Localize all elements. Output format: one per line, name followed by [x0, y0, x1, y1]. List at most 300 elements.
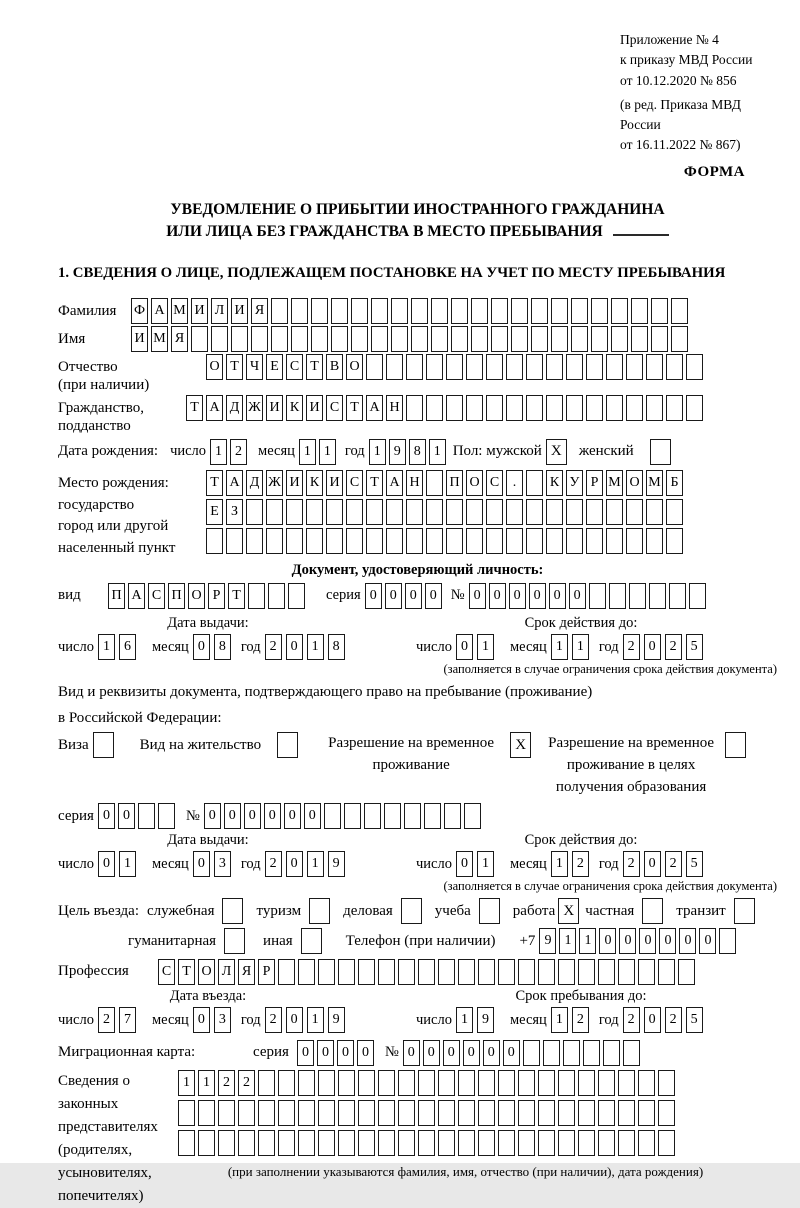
char-cell[interactable] — [686, 354, 703, 380]
char-cell[interactable] — [206, 528, 223, 554]
char-cell[interactable] — [578, 1100, 595, 1126]
char-cell[interactable]: 0 — [469, 583, 486, 609]
char-cell[interactable] — [486, 354, 503, 380]
char-cell[interactable] — [478, 1100, 495, 1126]
char-cell[interactable]: 1 — [299, 439, 316, 465]
char-cell[interactable] — [586, 528, 603, 554]
char-cell[interactable]: 2 — [265, 851, 282, 877]
char-cell[interactable]: О — [346, 354, 363, 380]
char-cell[interactable] — [611, 326, 628, 352]
char-cell[interactable]: 0 — [644, 851, 661, 877]
char-cell[interactable]: Я — [251, 298, 268, 324]
char-cell[interactable] — [638, 1070, 655, 1096]
char-cell[interactable] — [458, 1070, 475, 1096]
char-cell[interactable] — [458, 959, 475, 985]
char-cell[interactable] — [498, 1130, 515, 1156]
char-cell[interactable] — [551, 298, 568, 324]
char-cell[interactable] — [431, 326, 448, 352]
char-cell[interactable]: Р — [258, 959, 275, 985]
char-cell[interactable] — [218, 1130, 235, 1156]
char-cell[interactable] — [418, 1070, 435, 1096]
char-cell[interactable] — [578, 1070, 595, 1096]
char-cell[interactable] — [391, 298, 408, 324]
char-cell[interactable]: 1 — [551, 851, 568, 877]
char-cell[interactable] — [626, 395, 643, 421]
char-cell[interactable] — [358, 1130, 375, 1156]
char-cell[interactable]: П — [446, 470, 463, 496]
char-cell[interactable] — [526, 470, 543, 496]
char-cell[interactable]: 3 — [214, 1007, 231, 1033]
char-cell[interactable] — [411, 298, 428, 324]
char-cell[interactable] — [606, 528, 623, 554]
char-cell[interactable]: П — [108, 583, 125, 609]
char-cell[interactable] — [371, 298, 388, 324]
char-cell[interactable] — [651, 326, 668, 352]
char-cell[interactable]: 2 — [572, 851, 589, 877]
char-cell[interactable] — [591, 298, 608, 324]
char-cell[interactable] — [346, 499, 363, 525]
char-cell[interactable]: 1 — [319, 439, 336, 465]
char-cell[interactable]: 1 — [477, 851, 494, 877]
char-cell[interactable]: 0 — [244, 803, 261, 829]
char-cell[interactable] — [471, 326, 488, 352]
char-cell[interactable]: Т — [206, 470, 223, 496]
char-cell[interactable] — [466, 499, 483, 525]
char-cell[interactable]: К — [306, 470, 323, 496]
char-cell[interactable]: 0 — [456, 851, 473, 877]
char-cell[interactable]: 0 — [659, 928, 676, 954]
char-cell[interactable] — [611, 298, 628, 324]
char-cell[interactable]: П — [168, 583, 185, 609]
char-cell[interactable] — [366, 528, 383, 554]
char-cell[interactable]: А — [151, 298, 168, 324]
char-cell[interactable] — [506, 395, 523, 421]
char-cell[interactable]: 0 — [98, 803, 115, 829]
char-cell[interactable]: Р — [586, 470, 603, 496]
char-cell[interactable] — [398, 1100, 415, 1126]
char-cell[interactable] — [686, 395, 703, 421]
char-cell[interactable] — [451, 326, 468, 352]
char-cell[interactable]: 0 — [599, 928, 616, 954]
char-cell[interactable] — [318, 959, 335, 985]
char-cell[interactable]: 1 — [551, 1007, 568, 1033]
char-cell[interactable] — [491, 298, 508, 324]
char-cell[interactable]: М — [646, 470, 663, 496]
char-cell[interactable] — [458, 1130, 475, 1156]
char-cell[interactable]: 9 — [328, 851, 345, 877]
char-cell[interactable] — [618, 1100, 635, 1126]
char-cell[interactable]: А — [206, 395, 223, 421]
char-cell[interactable] — [571, 326, 588, 352]
char-cell[interactable] — [586, 395, 603, 421]
char-cell[interactable] — [491, 326, 508, 352]
char-cell[interactable] — [606, 354, 623, 380]
char-cell[interactable]: 0 — [224, 803, 241, 829]
char-cell[interactable]: А — [226, 470, 243, 496]
char-cell[interactable]: Е — [266, 354, 283, 380]
char-cell[interactable]: О — [188, 583, 205, 609]
char-cell[interactable] — [331, 326, 348, 352]
char-cell[interactable] — [658, 1100, 675, 1126]
char-cell[interactable] — [609, 583, 626, 609]
char-cell[interactable] — [511, 326, 528, 352]
char-cell[interactable] — [666, 354, 683, 380]
char-cell[interactable] — [558, 959, 575, 985]
char-cell[interactable] — [606, 499, 623, 525]
char-cell[interactable] — [231, 326, 248, 352]
char-cell[interactable] — [466, 528, 483, 554]
char-cell[interactable] — [526, 499, 543, 525]
char-cell[interactable] — [198, 1100, 215, 1126]
char-cell[interactable] — [246, 528, 263, 554]
char-cell[interactable] — [371, 326, 388, 352]
char-cell[interactable] — [598, 959, 615, 985]
char-cell[interactable] — [598, 1070, 615, 1096]
char-cell[interactable]: Б — [666, 470, 683, 496]
char-cell[interactable]: 1 — [178, 1070, 195, 1096]
char-cell[interactable] — [666, 528, 683, 554]
char-cell[interactable]: Н — [386, 395, 403, 421]
char-cell[interactable] — [623, 1040, 640, 1066]
char-cell[interactable] — [211, 326, 228, 352]
char-cell[interactable] — [618, 1130, 635, 1156]
char-cell[interactable]: 0 — [569, 583, 586, 609]
char-cell[interactable]: 1 — [429, 439, 446, 465]
char-cell[interactable]: О — [206, 354, 223, 380]
char-cell[interactable] — [506, 499, 523, 525]
char-cell[interactable]: 1 — [559, 928, 576, 954]
char-cell[interactable] — [444, 803, 461, 829]
char-cell[interactable] — [291, 298, 308, 324]
char-cell[interactable] — [384, 803, 401, 829]
char-cell[interactable] — [446, 499, 463, 525]
char-cell[interactable]: 0 — [509, 583, 526, 609]
char-cell[interactable] — [546, 354, 563, 380]
char-cell[interactable] — [498, 959, 515, 985]
char-cell[interactable]: И — [191, 298, 208, 324]
char-cell[interactable] — [546, 528, 563, 554]
char-cell[interactable]: М — [151, 326, 168, 352]
char-cell[interactable] — [266, 499, 283, 525]
char-cell[interactable]: К — [546, 470, 563, 496]
char-cell[interactable] — [298, 959, 315, 985]
char-cell[interactable]: 0 — [365, 583, 382, 609]
char-cell[interactable] — [678, 959, 695, 985]
char-cell[interactable]: 1 — [551, 634, 568, 660]
char-cell[interactable] — [386, 528, 403, 554]
char-cell[interactable] — [258, 1130, 275, 1156]
char-cell[interactable] — [586, 499, 603, 525]
char-cell[interactable] — [518, 1100, 535, 1126]
char-cell[interactable]: Ж — [246, 395, 263, 421]
char-cell[interactable] — [306, 528, 323, 554]
char-cell[interactable] — [338, 1070, 355, 1096]
purpose-humanitarian-checkbox[interactable] — [224, 928, 245, 954]
char-cell[interactable] — [666, 499, 683, 525]
char-cell[interactable] — [178, 1130, 195, 1156]
char-cell[interactable]: 0 — [456, 634, 473, 660]
char-cell[interactable]: С — [346, 470, 363, 496]
char-cell[interactable] — [498, 1100, 515, 1126]
char-cell[interactable]: 0 — [644, 1007, 661, 1033]
char-cell[interactable] — [464, 803, 481, 829]
char-cell[interactable]: 7 — [119, 1007, 136, 1033]
char-cell[interactable]: Н — [406, 470, 423, 496]
char-cell[interactable]: Т — [346, 395, 363, 421]
char-cell[interactable]: Л — [211, 298, 228, 324]
char-cell[interactable] — [646, 354, 663, 380]
char-cell[interactable] — [538, 1070, 555, 1096]
char-cell[interactable] — [626, 528, 643, 554]
char-cell[interactable]: 6 — [119, 634, 136, 660]
char-cell[interactable]: 5 — [686, 1007, 703, 1033]
char-cell[interactable] — [251, 326, 268, 352]
char-cell[interactable] — [511, 298, 528, 324]
char-cell[interactable] — [626, 499, 643, 525]
char-cell[interactable] — [358, 959, 375, 985]
char-cell[interactable] — [386, 499, 403, 525]
char-cell[interactable] — [318, 1130, 335, 1156]
char-cell[interactable]: Т — [228, 583, 245, 609]
char-cell[interactable] — [346, 528, 363, 554]
char-cell[interactable] — [438, 959, 455, 985]
char-cell[interactable]: Д — [246, 470, 263, 496]
char-cell[interactable]: Е — [206, 499, 223, 525]
char-cell[interactable] — [266, 528, 283, 554]
temp-permit-checkbox[interactable]: X — [510, 732, 531, 758]
char-cell[interactable]: 0 — [193, 634, 210, 660]
char-cell[interactable]: И — [131, 326, 148, 352]
char-cell[interactable] — [506, 528, 523, 554]
char-cell[interactable] — [589, 583, 606, 609]
char-cell[interactable] — [546, 499, 563, 525]
char-cell[interactable]: 2 — [230, 439, 247, 465]
char-cell[interactable] — [406, 354, 423, 380]
char-cell[interactable] — [378, 959, 395, 985]
char-cell[interactable] — [478, 1070, 495, 1096]
char-cell[interactable] — [418, 1100, 435, 1126]
char-cell[interactable] — [478, 1130, 495, 1156]
purpose-private-checkbox[interactable] — [642, 898, 663, 924]
char-cell[interactable] — [466, 395, 483, 421]
char-cell[interactable] — [426, 528, 443, 554]
char-cell[interactable]: Р — [208, 583, 225, 609]
char-cell[interactable] — [366, 499, 383, 525]
char-cell[interactable] — [426, 470, 443, 496]
char-cell[interactable]: 0 — [304, 803, 321, 829]
char-cell[interactable]: 1 — [98, 634, 115, 660]
char-cell[interactable]: Т — [226, 354, 243, 380]
char-cell[interactable] — [364, 803, 381, 829]
char-cell[interactable]: 9 — [477, 1007, 494, 1033]
char-cell[interactable]: 2 — [265, 1007, 282, 1033]
char-cell[interactable] — [671, 326, 688, 352]
char-cell[interactable] — [638, 1130, 655, 1156]
char-cell[interactable]: И — [306, 395, 323, 421]
char-cell[interactable]: 0 — [403, 1040, 420, 1066]
char-cell[interactable] — [546, 395, 563, 421]
char-cell[interactable] — [378, 1130, 395, 1156]
char-cell[interactable] — [378, 1100, 395, 1126]
char-cell[interactable]: 1 — [456, 1007, 473, 1033]
char-cell[interactable] — [268, 583, 285, 609]
char-cell[interactable] — [291, 326, 308, 352]
char-cell[interactable]: Ч — [246, 354, 263, 380]
char-cell[interactable] — [311, 326, 328, 352]
char-cell[interactable]: 9 — [539, 928, 556, 954]
char-cell[interactable] — [618, 959, 635, 985]
char-cell[interactable] — [326, 499, 343, 525]
char-cell[interactable] — [531, 326, 548, 352]
char-cell[interactable] — [578, 959, 595, 985]
char-cell[interactable] — [238, 1100, 255, 1126]
char-cell[interactable]: 0 — [639, 928, 656, 954]
char-cell[interactable] — [286, 528, 303, 554]
char-cell[interactable] — [538, 959, 555, 985]
char-cell[interactable]: 2 — [665, 634, 682, 660]
char-cell[interactable]: 0 — [483, 1040, 500, 1066]
char-cell[interactable]: 0 — [204, 803, 221, 829]
char-cell[interactable] — [138, 803, 155, 829]
sex-male-checkbox[interactable]: X — [546, 439, 567, 465]
char-cell[interactable] — [451, 298, 468, 324]
char-cell[interactable] — [719, 928, 736, 954]
char-cell[interactable] — [278, 1130, 295, 1156]
char-cell[interactable]: 8 — [328, 634, 345, 660]
char-cell[interactable] — [658, 1070, 675, 1096]
char-cell[interactable] — [669, 583, 686, 609]
char-cell[interactable]: 5 — [686, 851, 703, 877]
char-cell[interactable] — [191, 326, 208, 352]
purpose-other-checkbox[interactable] — [301, 928, 322, 954]
char-cell[interactable] — [424, 803, 441, 829]
char-cell[interactable] — [591, 326, 608, 352]
char-cell[interactable] — [338, 1100, 355, 1126]
char-cell[interactable] — [298, 1100, 315, 1126]
char-cell[interactable]: 9 — [328, 1007, 345, 1033]
char-cell[interactable] — [518, 1130, 535, 1156]
char-cell[interactable]: 0 — [193, 1007, 210, 1033]
edu-permit-checkbox[interactable] — [725, 732, 746, 758]
char-cell[interactable] — [306, 499, 323, 525]
char-cell[interactable] — [671, 298, 688, 324]
char-cell[interactable]: 0 — [98, 851, 115, 877]
char-cell[interactable]: 9 — [389, 439, 406, 465]
char-cell[interactable]: 0 — [286, 634, 303, 660]
char-cell[interactable] — [258, 1100, 275, 1126]
char-cell[interactable] — [178, 1100, 195, 1126]
char-cell[interactable] — [351, 298, 368, 324]
char-cell[interactable] — [438, 1130, 455, 1156]
char-cell[interactable] — [271, 298, 288, 324]
char-cell[interactable]: 0 — [549, 583, 566, 609]
char-cell[interactable]: 8 — [214, 634, 231, 660]
char-cell[interactable]: 0 — [284, 803, 301, 829]
char-cell[interactable]: И — [286, 470, 303, 496]
char-cell[interactable] — [248, 583, 265, 609]
char-cell[interactable] — [458, 1100, 475, 1126]
char-cell[interactable] — [689, 583, 706, 609]
char-cell[interactable] — [278, 1070, 295, 1096]
char-cell[interactable] — [438, 1070, 455, 1096]
char-cell[interactable] — [486, 528, 503, 554]
char-cell[interactable]: Т — [186, 395, 203, 421]
char-cell[interactable] — [446, 528, 463, 554]
purpose-work-checkbox[interactable]: X — [558, 898, 579, 924]
char-cell[interactable]: И — [326, 470, 343, 496]
char-cell[interactable] — [646, 395, 663, 421]
char-cell[interactable] — [338, 1130, 355, 1156]
char-cell[interactable]: Д — [226, 395, 243, 421]
char-cell[interactable] — [471, 298, 488, 324]
char-cell[interactable] — [563, 1040, 580, 1066]
purpose-business-checkbox[interactable] — [401, 898, 422, 924]
char-cell[interactable] — [351, 326, 368, 352]
char-cell[interactable] — [571, 298, 588, 324]
char-cell[interactable]: 0 — [443, 1040, 460, 1066]
char-cell[interactable] — [446, 354, 463, 380]
char-cell[interactable] — [651, 298, 668, 324]
char-cell[interactable] — [518, 1070, 535, 1096]
char-cell[interactable]: . — [506, 470, 523, 496]
char-cell[interactable] — [438, 1100, 455, 1126]
char-cell[interactable] — [406, 395, 423, 421]
char-cell[interactable]: 2 — [623, 851, 640, 877]
char-cell[interactable]: 2 — [665, 851, 682, 877]
char-cell[interactable] — [258, 1070, 275, 1096]
char-cell[interactable]: О — [626, 470, 643, 496]
char-cell[interactable] — [486, 499, 503, 525]
char-cell[interactable] — [526, 395, 543, 421]
char-cell[interactable] — [271, 326, 288, 352]
char-cell[interactable] — [386, 354, 403, 380]
char-cell[interactable]: 0 — [337, 1040, 354, 1066]
char-cell[interactable]: 0 — [264, 803, 281, 829]
char-cell[interactable] — [566, 499, 583, 525]
char-cell[interactable] — [198, 1130, 215, 1156]
char-cell[interactable]: 0 — [286, 851, 303, 877]
char-cell[interactable] — [406, 499, 423, 525]
char-cell[interactable] — [629, 583, 646, 609]
char-cell[interactable] — [598, 1100, 615, 1126]
char-cell[interactable] — [523, 1040, 540, 1066]
char-cell[interactable]: 1 — [307, 851, 324, 877]
char-cell[interactable] — [406, 528, 423, 554]
residence-permit-checkbox[interactable] — [277, 732, 298, 758]
char-cell[interactable]: 0 — [297, 1040, 314, 1066]
char-cell[interactable] — [358, 1100, 375, 1126]
char-cell[interactable]: 5 — [686, 634, 703, 660]
char-cell[interactable]: С — [148, 583, 165, 609]
char-cell[interactable] — [566, 354, 583, 380]
char-cell[interactable] — [598, 1130, 615, 1156]
char-cell[interactable] — [286, 499, 303, 525]
char-cell[interactable] — [603, 1040, 620, 1066]
purpose-transit-checkbox[interactable] — [734, 898, 755, 924]
char-cell[interactable] — [158, 803, 175, 829]
char-cell[interactable] — [583, 1040, 600, 1066]
char-cell[interactable] — [646, 499, 663, 525]
char-cell[interactable] — [398, 1070, 415, 1096]
char-cell[interactable]: 0 — [503, 1040, 520, 1066]
char-cell[interactable]: 0 — [357, 1040, 374, 1066]
char-cell[interactable] — [426, 395, 443, 421]
char-cell[interactable] — [578, 1130, 595, 1156]
char-cell[interactable]: 0 — [679, 928, 696, 954]
char-cell[interactable]: 2 — [265, 634, 282, 660]
char-cell[interactable] — [486, 395, 503, 421]
char-cell[interactable] — [558, 1130, 575, 1156]
